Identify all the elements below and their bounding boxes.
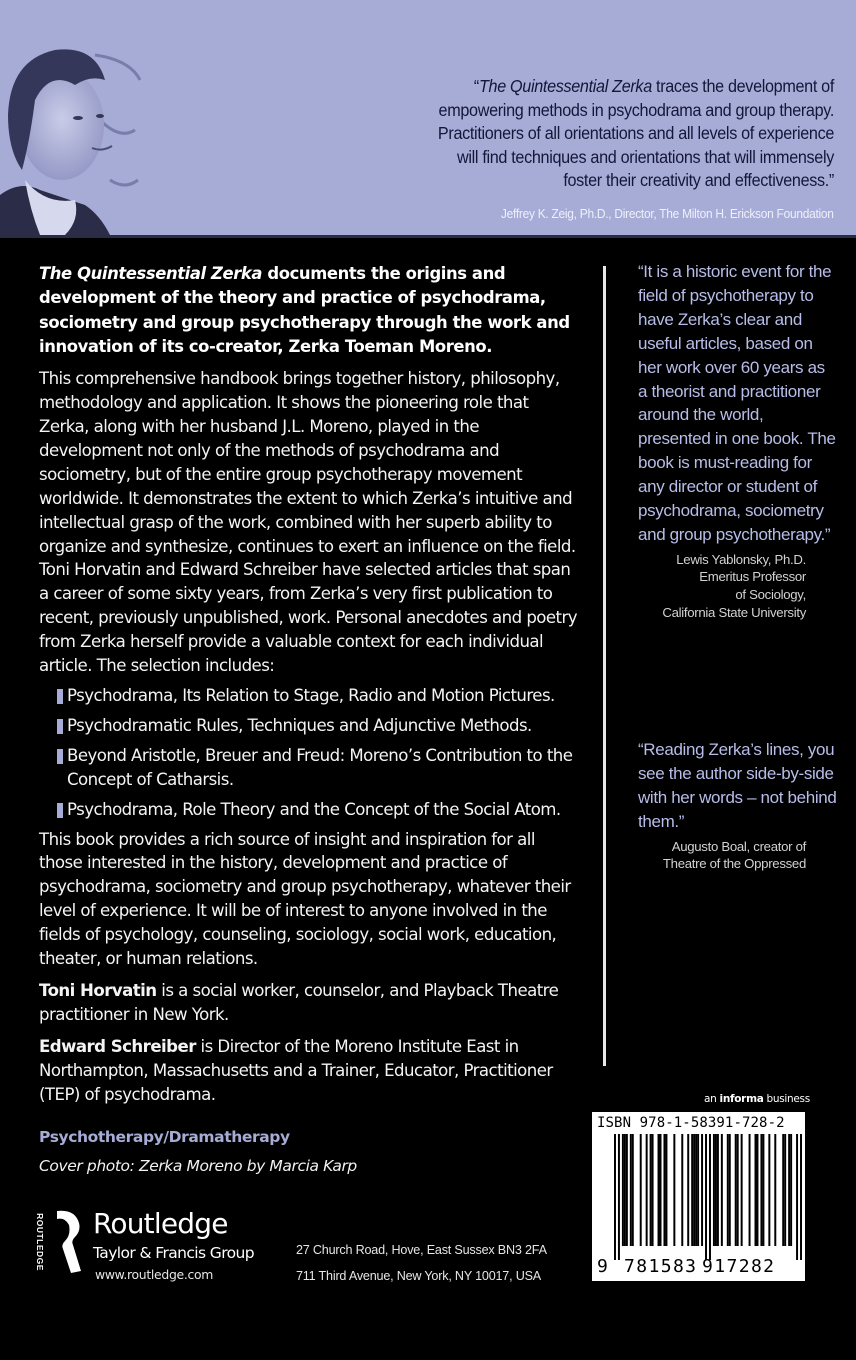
barcode-bar: [673, 1134, 675, 1246]
barcode-bar: [640, 1134, 642, 1246]
side-review-quote: [638, 260, 838, 621]
barcode-bar: [663, 1134, 665, 1246]
barcode-bar: [618, 1134, 620, 1260]
review-attribution: [638, 551, 806, 621]
barcode-bar: [729, 1134, 731, 1246]
list-item-text: Beyond Aristotle, Breuer and Freud: Moreno’s Contribution to the Concept of Catharsis.: [67, 745, 573, 789]
publisher-url[interactable]: www.routledge.com: [95, 1267, 214, 1282]
barcode-bar: [626, 1134, 628, 1246]
book-description: [39, 262, 579, 1175]
barcode-bar: [790, 1134, 792, 1246]
barcode-bar: [681, 1134, 683, 1246]
barcode-bar: [652, 1134, 654, 1246]
audience-paragraph: This book provides a rich source of insight and inspiration for all those interested in the history, development and practice of psychodrama, sociometry and group psychotherapy, whatever their level of experience. It will be of interest to anyone involved in the fields of psychology, counseling, sociology, social work, education, theater, or human relations.: [39, 829, 571, 969]
attribution-line: of Sociology,: [735, 587, 806, 603]
barcode-bar: [713, 1134, 715, 1246]
bullet-icon: [57, 803, 63, 818]
barcode-bar: [741, 1134, 743, 1246]
barcode-bar: [721, 1134, 723, 1246]
barcode-digit-first: 9: [597, 1256, 608, 1277]
review-text: “Reading Zerka’s lines, you see the author side-by-side with her words – not behind them.”: [638, 740, 837, 831]
author-bio-text: is Director of the Moreno Institute East in Northampton, Massachusetts and a Trainer, Educator, Practitioner (TEP) of psychodrama.: [39, 1036, 553, 1104]
quote-line: empowering methods in psychodrama and group therapy.: [438, 99, 834, 120]
informa-tagline: [704, 1093, 810, 1105]
barcode-bar: [749, 1134, 751, 1246]
barcode-bar: [755, 1134, 757, 1246]
attribution-line: Augusto Boal, creator of: [671, 838, 806, 854]
author-bio: [39, 1035, 579, 1107]
barcode-bar: [614, 1134, 616, 1260]
description-paragraph: This comprehensive handbook brings together history, philosophy, methodology and application. It shows the pioneering role that Zerka, along with her husband J.L. Moreno, played in the development not only of the methods of psychodrama and sociometry, but of the entire group psychotherapy movement worldwide. It demonstrates the extent to which Zerka’s intuitive and intellectual grasp of the work, combined with her superb ability to organize and synthesize, continues to exert an influence on the field. Toni Horvatin and Edward Schreiber have selected articles that span a career of some sixty years, from Zerka’s very first publication to recent, previously unpublished, work. Personal anecdotes and poetry from Zerka herself provide a valuable context for each individual article. The selection includes:: [39, 369, 578, 676]
barcode-bar: [705, 1134, 707, 1260]
informa-prefix: an: [704, 1093, 720, 1105]
attribution-line: Emeritus Professor: [699, 569, 806, 585]
barcode-bar: [768, 1134, 770, 1246]
barcode-bar: [650, 1134, 652, 1246]
barcode-bar: [687, 1134, 689, 1246]
informa-suffix: business: [763, 1093, 810, 1105]
barcode-digits-left: 781583: [624, 1256, 698, 1277]
column-divider: [603, 266, 606, 1066]
barcode-bar: [762, 1134, 764, 1246]
author-photo: [0, 30, 145, 235]
barcode-bar: [693, 1134, 695, 1246]
quote-line: Practitioners of all orientations and all levels of experience: [437, 123, 834, 144]
barcode-bar: [717, 1134, 719, 1246]
list-item: [57, 798, 579, 822]
barcode-bar: [774, 1134, 776, 1246]
barcode-bar: [658, 1134, 660, 1246]
quote-line: foster their creativity and effectiveness.”: [563, 170, 834, 191]
quote-open-mark: “: [473, 76, 479, 96]
barcode-bar: [784, 1134, 786, 1246]
top-review-quote: [313, 75, 834, 193]
band-divider: [0, 235, 856, 238]
author-name: Edward Schreiber: [39, 1036, 196, 1056]
subject-category: Psychotherapy/Dramatherapy: [39, 1128, 290, 1147]
list-item-text: Psychodrama, Role Theory and the Concept of the Social Atom.: [67, 799, 561, 819]
lead-paragraph: [39, 262, 579, 359]
publisher-group: Taylor & Francis Group: [93, 1244, 254, 1262]
barcode-bar: [788, 1134, 790, 1246]
barcode-bar: [709, 1134, 711, 1260]
top-quote-band: [0, 0, 856, 235]
barcode-bar: [760, 1134, 762, 1246]
attribution-line: Lewis Yablonsky, Ph.D.: [676, 551, 806, 567]
barcode-bar: [727, 1134, 729, 1246]
list-item: [57, 714, 579, 738]
review-text: “It is a historic event for the field of psychotherapy to have Zerka’s clear and useful articles, based on her work over 60 years as a theorist and practitioner around the world, presented in one book. The book is must-reading for any director or student of psychodrama, sociometry and group psychotherapy.”: [638, 262, 836, 544]
barcode-bar: [697, 1134, 699, 1246]
barcode-bar: [800, 1134, 802, 1260]
publisher-name: Routledge: [93, 1207, 228, 1240]
barcode-bar: [630, 1134, 632, 1246]
author-bio: [39, 979, 579, 1027]
bullet-icon: [57, 719, 63, 734]
barcode-bar: [796, 1134, 798, 1260]
quote-book-title: The Quintessential Zerka: [478, 76, 652, 96]
publisher-logo: [34, 1207, 279, 1287]
bullet-icon: [57, 689, 63, 704]
informa-brand: informa: [719, 1093, 764, 1105]
routledge-profile-icon: [53, 1209, 83, 1275]
author-name: Toni Horvatin: [39, 980, 157, 1000]
list-item-text: Psychodramatic Rules, Techniques and Adjunctive Methods.: [67, 715, 532, 735]
barcode-digits-right: 917282: [702, 1256, 776, 1277]
barcode-bar: [737, 1134, 739, 1246]
quote-line: will find techniques and orientations that will immensely: [457, 146, 834, 167]
barcode-bar: [695, 1134, 697, 1246]
list-item: [57, 744, 579, 792]
logo-vertical-wordmark: [34, 1209, 51, 1277]
logo-vertical-text: ROUTLEDGE: [34, 1213, 45, 1271]
list-item-text: Psychodrama, Its Relation to Stage, Radio and Motion Pictures.: [67, 685, 555, 705]
list-item: [57, 684, 579, 708]
barcode-bar: [665, 1134, 667, 1246]
lead-book-title: The Quintessential Zerka: [39, 264, 263, 283]
barcode-bar: [782, 1134, 784, 1246]
review-attribution: [638, 838, 806, 873]
barcode-bar: [691, 1134, 693, 1246]
attribution-line: California State University: [662, 604, 806, 620]
barcode-bar: [701, 1134, 703, 1246]
barcode-bar: [646, 1134, 648, 1246]
attribution-line: Theatre of the Oppressed: [662, 856, 806, 872]
top-quote-attribution: Jeffrey K. Zeig, Ph.D., Director, The Milton H. Erickson Foundation: [501, 206, 834, 221]
photo-credit: Cover photo: Zerka Moreno by Marcia Karp: [39, 1157, 357, 1176]
barcode-bar: [756, 1134, 758, 1246]
contents-list: [57, 684, 579, 822]
barcode-bar: [622, 1134, 624, 1246]
bullet-icon: [57, 749, 63, 764]
isbn-label: ISBN 978-1-58391-728-2: [597, 1115, 785, 1131]
side-review-quote: [638, 738, 838, 873]
quote-line: traces the development of: [651, 76, 834, 96]
barcode-bar: [715, 1134, 717, 1246]
barcode-bar: [624, 1134, 626, 1246]
barcode-bars: [614, 1134, 802, 1260]
barcode-bar: [660, 1134, 662, 1246]
barcode-bar: [632, 1134, 634, 1246]
isbn-barcode: [592, 1112, 805, 1281]
author-bio-text: is a social worker, counselor, and Playback Theatre practitioner in New York.: [39, 980, 559, 1024]
publisher-address-us: 711 Third Avenue, New York, NY 10017, USA: [296, 1269, 542, 1283]
barcode-bar: [735, 1134, 737, 1246]
lead-text: documents the origins and development of the theory and practice of psychodrama, sociometry and group psychotherapy through the work and innovation of its co-creator, Zerka Toeman Moreno.: [39, 264, 570, 356]
publisher-address-uk: 27 Church Road, Hove, East Sussex BN3 2FA: [296, 1243, 547, 1257]
